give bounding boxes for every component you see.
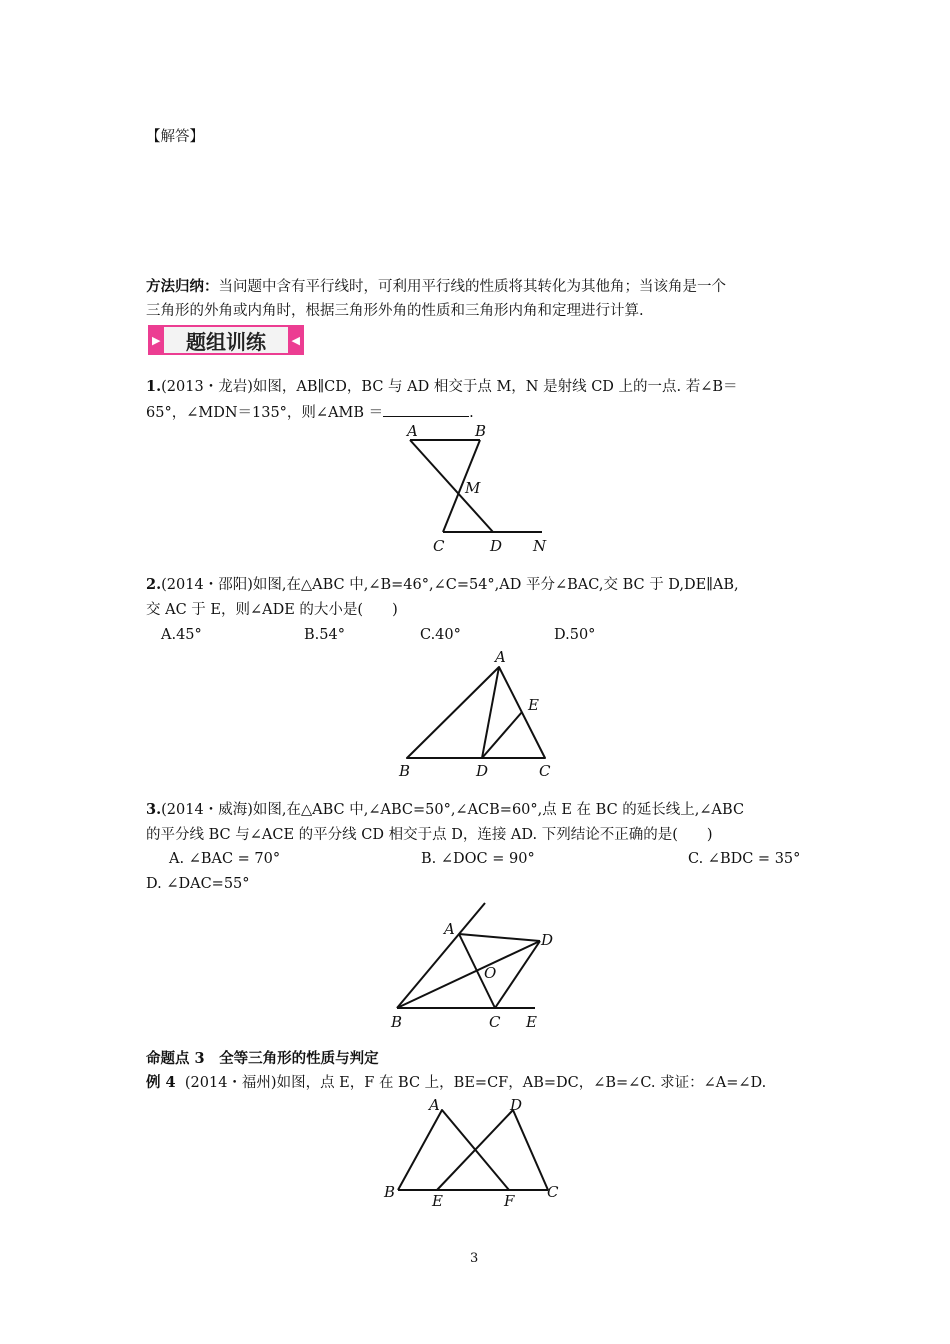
example-4-text: (2014・福州)如图，点 E，F 在 BC 上，BE=CF，AB=DC，∠B=∠C. 求证：∠A=∠D.	[184, 1075, 767, 1091]
method-summary-line2: 三角形的外角或内角时，根据三角形外角的性质和三角形内角和定理进行计算.	[146, 303, 644, 319]
label-e: E	[432, 1192, 443, 1210]
banner-title: 题组训练	[164, 327, 287, 353]
question-1-text2: 65°，∠MDN＝135°，则∠AMB ＝	[146, 405, 384, 421]
label-e: E	[528, 696, 539, 714]
question-3-option-a[interactable]: A. ∠BAC = 70°	[169, 851, 281, 867]
question-2-line2: 交 AC 于 E，则∠ADE 的大小是( )	[146, 602, 398, 618]
label-a: A	[429, 1096, 440, 1114]
label-b: B	[391, 1013, 403, 1031]
triangle-abc	[407, 667, 545, 758]
banner-left-arrow-icon: ◀	[291, 333, 300, 347]
label-c: C	[489, 1013, 501, 1031]
question-2-option-d[interactable]: D.50°	[554, 627, 596, 643]
banner-right-arrow-icon: ▶	[152, 333, 161, 347]
label-c: C	[539, 762, 551, 780]
question-3-line2: 的平分线 BC 与∠ACE 的平分线 CD 相交于点 D，连接 AD. 下列结论不正确的是( )	[146, 827, 713, 843]
label-m: M	[465, 479, 481, 497]
label-a: A	[495, 648, 506, 666]
label-e: E	[526, 1013, 537, 1031]
segment-de	[482, 712, 522, 758]
example-4-figure	[380, 1093, 570, 1218]
label-d: D	[541, 931, 554, 949]
method-summary-label: 方法归纳：	[146, 278, 219, 295]
label-b: B	[475, 422, 487, 440]
triangle-abf	[398, 1110, 509, 1190]
label-c: C	[433, 537, 445, 555]
label-b: B	[384, 1183, 396, 1201]
triangle-dce	[437, 1110, 548, 1190]
question-3-option-c[interactable]: C. ∠BDC = 35°	[688, 851, 801, 867]
question-2-option-a[interactable]: A.45°	[161, 627, 202, 643]
page-number: 3	[470, 1251, 479, 1266]
label-n: N	[533, 537, 547, 555]
question-3-option-d[interactable]: D. ∠DAC=55°	[146, 876, 250, 892]
segment-ad	[410, 440, 493, 532]
question-3-figure	[385, 897, 560, 1037]
question-3-text1: (2014・威海)如图,在△ABC 中,∠ABC=50°,∠ACB=60°,点 E 在 BC 的延长线上,∠ABC	[161, 802, 745, 818]
question-3-option-b[interactable]: B. ∠DOC = 90°	[421, 851, 535, 867]
example-4-label: 例 4	[146, 1074, 176, 1091]
section-3-title: 命题点 3 全等三角形的性质与判定	[146, 1050, 379, 1067]
question-1-period: .	[469, 405, 474, 421]
answer-header: 【解答】	[146, 129, 204, 145]
label-d: D	[490, 537, 503, 555]
question-2-option-c[interactable]: C.40°	[420, 627, 461, 643]
practice-group-banner	[148, 325, 304, 355]
label-o: O	[484, 964, 497, 982]
question-2-text1: (2014・邵阳)如图,在△ABC 中,∠B=46°,∠C=54°,AD 平分∠BAC,交 BC 于 D,DE∥AB,	[161, 577, 739, 593]
answer-blank[interactable]	[383, 401, 469, 417]
question-3-number: 3.	[146, 801, 162, 818]
label-d: D	[510, 1096, 523, 1114]
question-2-line1	[146, 574, 739, 596]
example-4-line	[146, 1072, 766, 1094]
label-b: B	[399, 762, 411, 780]
method-summary-text1: 当问题中含有平行线时，可利用平行线的性质将其转化为其他角；当该角是一个	[218, 279, 726, 295]
label-a: A	[407, 422, 418, 440]
label-d: D	[476, 762, 489, 780]
question-2-figure	[395, 645, 565, 785]
question-1-line1	[146, 376, 738, 398]
question-3-line1	[146, 799, 744, 821]
question-1-figure	[395, 420, 565, 560]
segment-ad	[459, 934, 540, 941]
method-summary-line1	[146, 276, 726, 298]
label-f: F	[504, 1192, 515, 1210]
question-2-option-b[interactable]: B.54°	[304, 627, 345, 643]
label-c: C	[547, 1183, 559, 1201]
question-1-text1: (2013・龙岩)如图，AB∥CD，BC 与 AD 相交于点 M，N 是射线 CD 上的一点. 若∠B＝	[161, 379, 738, 395]
ray-ba-extended	[397, 903, 485, 1008]
label-a: A	[444, 920, 455, 938]
question-1-number: 1.	[146, 378, 162, 395]
question-2-number: 2.	[146, 576, 162, 593]
